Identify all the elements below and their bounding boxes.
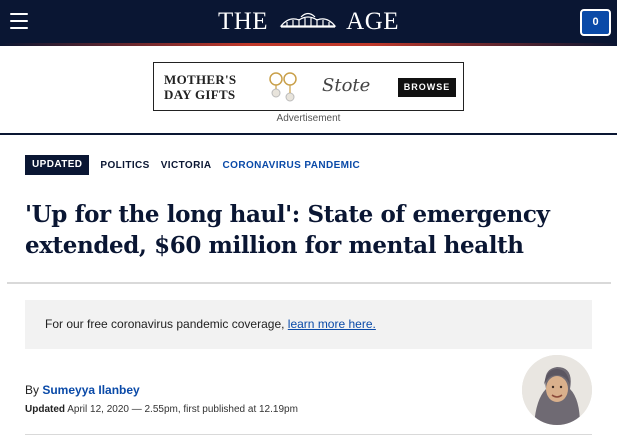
updated-timestamp: April 12, 2020 — 2.55pm, first published at 12.19pm [65, 404, 298, 415]
ad-browse-button[interactable]: BROWSE [398, 78, 456, 97]
learn-more-link[interactable]: learn more here. [287, 317, 376, 331]
article-headline: 'Up for the long haul': State of emergency extended, $60 million for mental health [25, 201, 550, 259]
masthead-the: THE [217, 8, 269, 35]
headline-divider [7, 282, 611, 284]
dateline [25, 404, 298, 415]
updated-badge: UPDATED [25, 155, 89, 175]
coverage-info-text [45, 317, 376, 331]
ad-brand-logo: Stote [322, 75, 371, 96]
byline [25, 383, 140, 397]
ad-banner[interactable] [153, 62, 464, 111]
earrings-image [264, 69, 304, 110]
ad-divider [0, 133, 617, 135]
byline-divider [25, 434, 592, 435]
ad-label: Advertisement [276, 113, 341, 124]
ad-line-1: MOTHER'S [164, 71, 237, 87]
top-nav-bar [0, 0, 617, 46]
byline-prefix: By [25, 383, 43, 397]
masthead-age: AGE [346, 8, 400, 35]
header-accent-line [0, 43, 617, 46]
author-avatar[interactable] [522, 355, 592, 425]
tag-coronavirus-pandemic[interactable]: CORONAVIRUS PANDEMIC [222, 159, 361, 171]
tag-victoria[interactable]: VICTORIA [160, 159, 212, 171]
notification-count-badge[interactable]: 0 [580, 9, 611, 36]
info-text: For our free coronavirus pandemic coverage, [45, 317, 288, 331]
tag-politics[interactable]: POLITICS [100, 159, 150, 171]
ad-headline [164, 72, 254, 102]
ad-line-2: DAY GIFTS [164, 86, 236, 102]
updated-label: Updated [25, 404, 65, 415]
coverage-info-box [25, 300, 592, 349]
masthead-logo[interactable] [0, 8, 617, 37]
article-tags [25, 155, 371, 175]
author-link[interactable]: Sumeyya Ilanbey [42, 383, 140, 397]
crest-icon [279, 9, 337, 37]
